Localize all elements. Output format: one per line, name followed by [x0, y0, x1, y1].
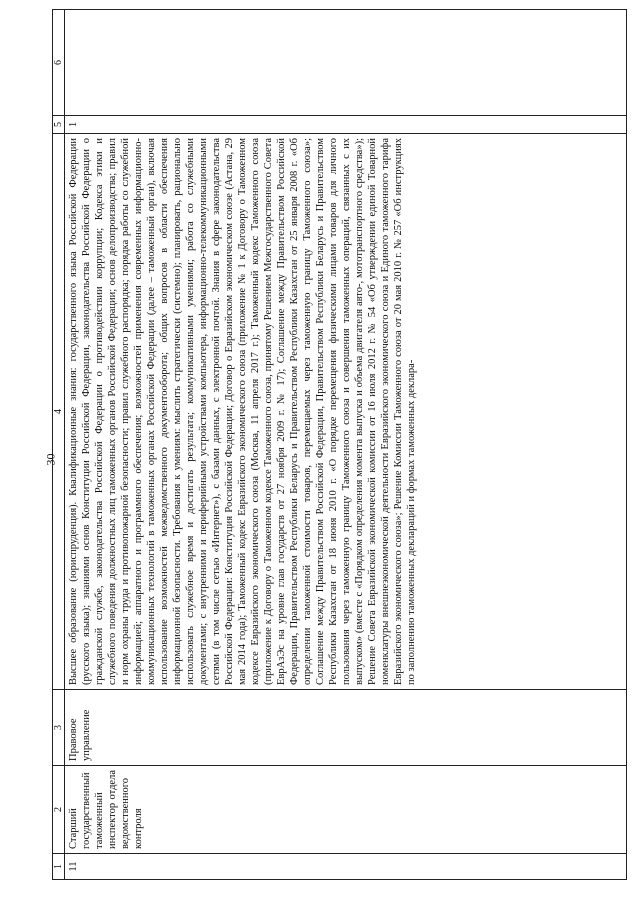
header-col-3: 3 [53, 690, 65, 766]
table-row [65, 10, 627, 880]
row-number-cell: 11 [65, 854, 627, 880]
rotated-table-container [52, 10, 627, 880]
header-col-1: 1 [53, 854, 65, 880]
header-col-4: 4 [53, 134, 65, 690]
header-col-2: 2 [53, 766, 65, 854]
count-cell: 1 [65, 116, 627, 134]
department-cell: Правовое управление [65, 690, 627, 766]
position-title-cell: Старший государственный таможенный инспектор отдела ведомственного контроля [65, 766, 627, 854]
header-col-6: 6 [53, 10, 65, 116]
position-requirements-table [52, 9, 627, 880]
header-col-5: 5 [53, 116, 65, 134]
table-header-row [53, 10, 65, 880]
notes-cell [65, 10, 627, 116]
requirements-cell: Высшее образование (юриспруденция). Квалификационные знания: государственного языка Российской Федерации (русского языка); знаниями основ Конституции Российской Федерации, законодательства Российской Федерации о гражданской службе, законодательства Российской Федерации о противодействии коррупции; Кодекса этики и служебного поведения должностных лиц таможенных органов Российской Федерации; основ делопроизводства; правил и норм охраны труда и противопожарной безопасности; правил служебного распорядка; порядка работы со служебной информацией; аппаратного и программного обеспечения; возможностей применения современных информационно-коммуникационных технологий в таможенных органах Российской Федерации (далее – таможенный орган), включая использование возможностей межведомственного документооборота; общих вопросов в области обеспечения информационной безопасности. Требования к умениям: мыслить стратегически (системно); планировать, рационально использовать служебное время и достигать результата; коммуникативными умениями; работа со служебными документами; с внутренними и периферийными устройствами компьютера, информационно-телекоммуникационными сетями (в том числе сетью «Интернет»), с базами данных, с электронной почтой. Знания в сфере законодательства Российской Федерации: Конституция Российской Федерации; Договор о Евразийском экономическом союзе (Астана, 29 мая 2014 года); Таможенный кодекс Евразийского экономического союза (приложение № 1 к Договору о Таможенном кодексе Евразийского экономического союза (Москва, 11 апреля 2017 г.); Таможенный кодекс Таможенного союза (приложение к Договору о Таможенном кодексе Таможенного союза, принятому Решением Межгосударственного Совета ЕврАзЭс на уровне глав государств от 27 ноября 2009 г. № 17); Соглашение между Правительством Российской Федерации, Правительством Республики Беларусь и Правительством Республики Казахстан от 25 января 2008 г. «Об определении таможенной стоимости товаров, перемещаемых через таможенную границу Таможенного союза»; Соглашение между Правительством Российской Федерации, Правительством Республики Беларусь и Правительством Республики Казахстан от 18 июня 2010 г. «О порядке перемещения физическими лицами товаров для личного пользования через таможенную границу Таможенного союза и совершения таможенных операций, связанных с их выпуском» (вместе с «Порядком определения момента выпуска и объема двигателя авто-, мототранспортного средства»); Решение Совета Евразийской экономической комиссии от 16 июля 2012 г. № 54 «Об утверждении единой Товарной номенклатуры внешнеэкономической деятельности Евразийского экономического союза и Единого таможенного тарифа Евразийского экономического союза»; Решение Комиссии Таможенного союза от 20 мая 2010 г. № 257 «Об инструкциях по заполнению таможенных деклараций и формах таможенных деклара- [65, 134, 627, 690]
page-number: 30 [43, 453, 58, 466]
